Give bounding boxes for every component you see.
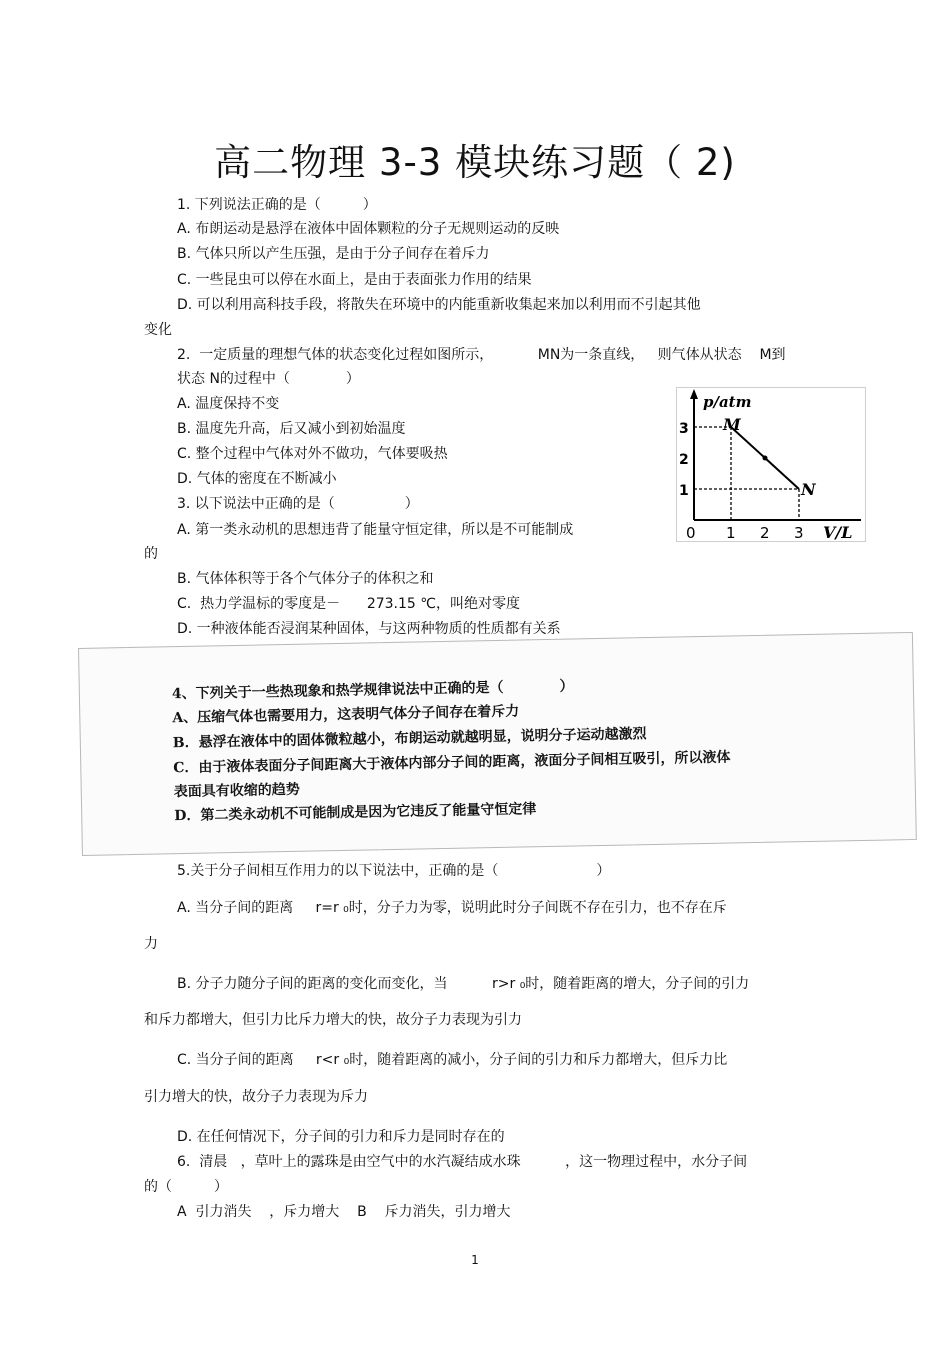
q1-option-a: A. 布朗运动是悬浮在液体中固体颗粒的分子无规则运动的反映: [177, 221, 560, 237]
q6-stem: 6. 清晨 ，草叶上的露珠是由空气中的水汽凝结成水珠 ，这一物理过程中，水分子间: [177, 1154, 748, 1170]
q3-option-d: D. 一种液体能否浸润某种固体，与这两种物质的性质都有关系: [177, 621, 561, 637]
origin-label: 0: [686, 524, 696, 542]
q5-option-a: A. 当分子间的距离 r=r ₀时，分子力为零，说明此时分子间既不存在引力，也不存在斥: [177, 900, 727, 916]
scanned-question-4: [78, 632, 917, 856]
q6-options-ab: A 引力消失 ，斥力增大 B 斥力消失，引力增大: [177, 1204, 511, 1220]
page-number: 1: [471, 1253, 479, 1267]
y-tick-1: 1: [679, 483, 689, 499]
q5-option-b: B. 分子力随分子间的距离的变化而变化，当 r>r ₀时，随着距离的增大，分子间的引力: [177, 976, 750, 992]
y-tick-3: 3: [679, 421, 689, 437]
q2-option-b: B. 温度先升高，后又减小到初始温度: [177, 421, 406, 437]
y-tick-2: 2: [679, 452, 689, 468]
q5-option-a-continued: 力: [144, 936, 158, 952]
q1-option-c: C. 一些昆虫可以停在水面上，是由于表面张力作用的结果: [177, 272, 532, 288]
q5-option-d: D. 在任何情况下，分子间的引力和斥力是同时存在的: [177, 1129, 505, 1145]
y-axis-label: p/atm: [703, 393, 752, 411]
q3-option-b: B. 气体体积等于各个气体分子的体积之和: [177, 571, 434, 587]
q3-option-a: A. 第一类永动机的思想违背了能量守恒定律，所以是不可能制成: [177, 522, 574, 538]
x-tick-1: 1: [726, 524, 736, 542]
q1-stem: 1. 下列说法正确的是（ ）: [177, 197, 377, 213]
q2-option-a: A. 温度保持不变: [177, 396, 280, 412]
x-tick-2: 2: [760, 524, 770, 542]
q3-stem: 3. 以下说法中正确的是（ ）: [177, 496, 419, 512]
pv-graph: [676, 387, 866, 542]
x-axis-label: V/L: [823, 523, 853, 542]
q3-option-a-continued: 的: [144, 546, 158, 562]
q4-option-d: D．第二类永动机不可能制成是因为它违反了能量守恒定律: [174, 801, 537, 825]
q1-option-d: D. 可以利用高科技手段，将散失在环境中的内能重新收集起来加以利用而不引起其他: [177, 297, 701, 313]
q5-option-c: C. 当分子间的距离 r<r ₀时，随着距离的减小，分子间的引力和斥力都增大，但斥力比: [177, 1052, 728, 1068]
mn-midpoint: [763, 456, 768, 461]
q1-option-d-continued: 变化: [144, 322, 172, 338]
q6-stem-continued: 的（ ）: [144, 1179, 228, 1195]
q4-option-c: C．由于液体表面分子间距离大于液体内部分子间的距离，液面分子间相互吸引，所以液体: [173, 749, 731, 777]
q4-option-c-continued: 表面具有收缩的趋势: [173, 781, 300, 801]
point-m-label: M: [723, 415, 741, 434]
q5-option-b-continued: 和斥力都增大，但引力比斥力增大的快，故分子力表现为引力: [144, 1012, 522, 1028]
q2-stem-continued: 状态 N的过程中（ ）: [177, 371, 360, 387]
q4-option-a: A、压缩气体也需要用力，这表明气体分子间存在着斥力: [172, 703, 520, 727]
q3-option-c: C. 热力学温标的零度是－ 273.15 ℃，叫绝对零度: [177, 596, 520, 612]
q2-option-c: C. 整个过程中气体对外不做功，气体要吸热: [177, 446, 448, 462]
q2-option-d: D. 气体的密度在不断减小: [177, 471, 337, 487]
page-title: 高二物理 3-3 模块练习题（ 2): [214, 141, 736, 184]
q1-option-b: B. 气体只所以产生压强，是由于分子间存在着斥力: [177, 246, 490, 262]
q2-stem: 2. 一定质量的理想气体的状态变化过程如图所示， MN为一条直线， 则气体从状态 M到: [177, 347, 786, 363]
q5-stem: 5.关于分子间相互作用力的以下说法中，正确的是（ ）: [177, 863, 611, 879]
q4-option-b: B．悬浮在液体中的固体微粒越小，布朗运动就越明显，说明分子运动越激烈: [172, 726, 647, 752]
point-n-label: N: [801, 480, 816, 499]
q5-option-c-continued: 引力增大的快，故分子力表现为斥力: [144, 1089, 368, 1105]
q4-stem: 4、下列关于一些热现象和热学规律说法中正确的是（ ）: [171, 678, 574, 703]
x-tick-3: 3: [794, 524, 804, 542]
